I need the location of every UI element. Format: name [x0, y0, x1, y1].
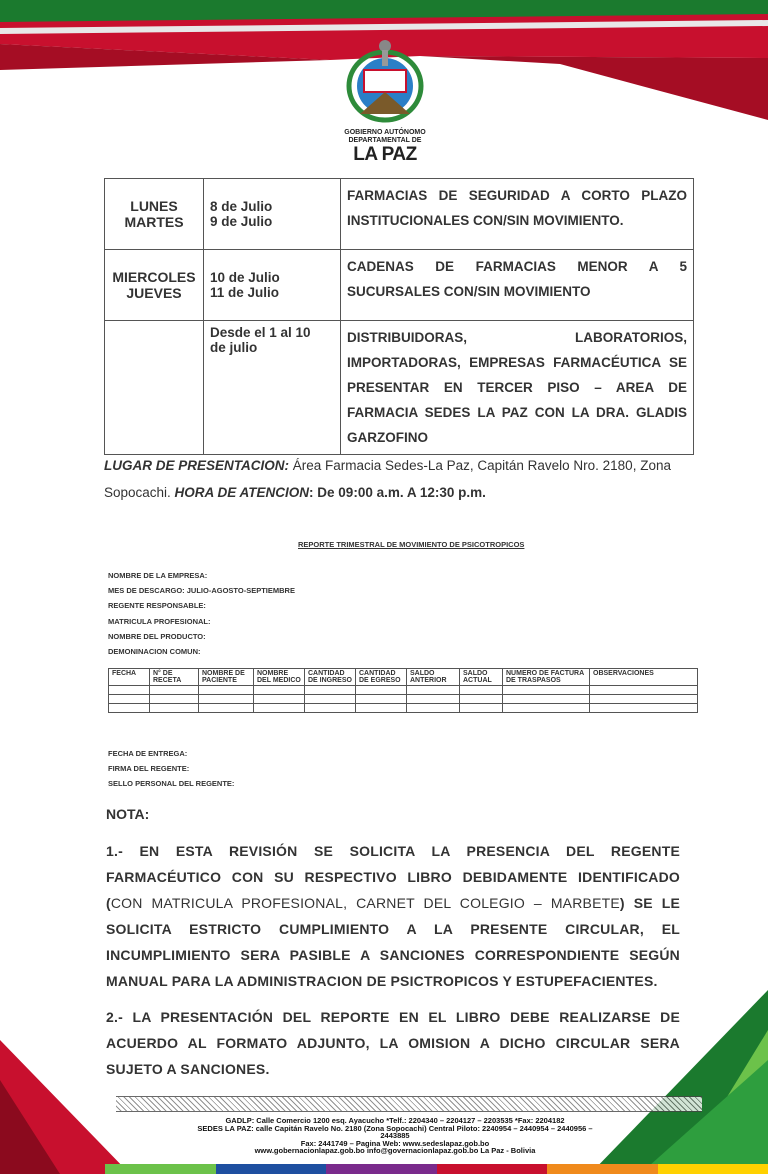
description-cell: DISTRIBUIDORAS, LABORATORIOS, IMPORTADORAS, EMPRESAS FARMACÉUTICA SE PRESENTAR EN TERCER PISO – AREA DE FARMACIA SEDES LA PAZ CON LA DRA. GLADIS GARZOFINO	[341, 321, 694, 455]
column-header: NOMBRE DE PACIENTE	[199, 669, 254, 686]
day-label: LUNES	[130, 198, 178, 214]
description-cell: FARMACIAS DE SEGURIDAD A CORTO PLAZO INSTITUCIONALES CON/SIN MOVIMIENTO.	[341, 179, 694, 250]
date-label: 8 de Julio	[210, 199, 273, 214]
date-label: Desde el 1 al 10	[210, 325, 311, 340]
logo-text-lapaz: LA PAZ	[353, 144, 417, 165]
strip-segment	[658, 1164, 768, 1174]
place-text: Área Farmacia Sedes-La Paz, Capitán Ravelo Nro. 2180, Zona Sopocachi.	[104, 458, 671, 500]
description-cell: CADENAS DE FARMACIAS MENOR A 5 SUCURSALES CON/SIN MOVIMIENTO	[341, 250, 694, 321]
strip-segment	[326, 1164, 437, 1174]
date-label: 9 de Julio	[210, 214, 273, 229]
form-footer-field: FIRMA DEL REGENTE:	[108, 764, 190, 773]
form-footer-field: FECHA DE ENTREGA:	[108, 749, 188, 758]
footer-line: SEDES LA PAZ: calle Capitán Ravelo No. 2180 (Zona Sopocachi) Central Piloto: 2240954 – 2440954 – 2440956 – 2443885	[197, 1123, 593, 1140]
note-1-part-b: CON MATRICULA PROFESIONAL, CARNET DEL COLEGIO – MARBETE	[110, 895, 620, 911]
strip-segment	[437, 1164, 548, 1174]
footer-line: GADLP: Calle Comercio 1200 esq. Ayacucho *Telf.: 2204340 – 2204127 – 2203535 *Fax: 2204182	[225, 1116, 565, 1125]
form-field: DEMONINACION COMUN:	[108, 647, 201, 657]
hours-text: : De 09:00 a.m. A 12:30 p.m.	[309, 485, 486, 500]
footer-pattern	[116, 1096, 702, 1112]
footer-line: Fax: 2441749 – Pagina Web: www.sedeslapaz.gob.bo	[300, 1138, 490, 1148]
strip-segment	[216, 1164, 327, 1174]
form-field: MATRICULA PROFESIONAL:	[108, 616, 211, 626]
date-label: 10 de Julio	[210, 270, 280, 285]
column-header: SALDO ANTERIOR	[407, 669, 460, 686]
day-label: MIERCOLES	[112, 269, 196, 285]
form-field: NOMBRE DEL PRODUCTO:	[108, 631, 206, 641]
logo-text-line2: DEPARTAMENTAL DE	[348, 137, 422, 144]
footer-line: www.gobernacionlapaz.gob.bo info@governacionlapaz.gob.bo La Paz - Bolivia	[254, 1146, 536, 1155]
column-header: NUMERO DE FACTURA DE TRASPASOS	[503, 669, 590, 686]
note-2: 2.- LA PRESENTACIÓN DEL REPORTE EN EL LIBRO DEBE REALIZARSE DE ACUERDO AL FORMATO ADJUNTO, LA OMISION A DICHO CIRCULAR SERA SUJETO A SANCIONES.	[106, 1009, 680, 1077]
strip-segment	[547, 1164, 658, 1174]
column-header: CANTIDAD DE EGRESO	[356, 669, 407, 686]
column-header: FECHA	[109, 669, 150, 686]
form-footer-field: SELLO PERSONAL DEL REGENTE:	[108, 779, 235, 788]
logo-text-line1: GOBIERNO AUTÓNOMO	[344, 129, 426, 136]
column-header: OBSERVACIONES	[590, 669, 698, 686]
note-1-part-a: 1.- EN ESTA REVISIÓN SE SOLICITA LA PRESENCIA DEL REGENTE FARMACÉUTICO CON SU RESPECTIVO LIBRO DEBIDAMENTE IDENTIFICADO (	[106, 843, 680, 911]
date-label: 11 de Julio	[210, 285, 280, 300]
place-label: LUGAR DE PRESENTACION:	[104, 458, 290, 473]
form-field: NOMBRE DE LA EMPRESA:	[108, 571, 208, 580]
color-strip	[105, 1164, 768, 1174]
footer-contact	[190, 1117, 600, 1155]
date-label: de julio	[210, 340, 258, 355]
form-field: REGENTE RESPONSABLE:	[108, 601, 206, 611]
day-label: MARTES	[124, 214, 184, 230]
strip-segment	[105, 1164, 216, 1174]
form-title: REPORTE TRIMESTRAL DE MOVIMIENTO DE PSICOTROPICOS	[298, 540, 525, 549]
column-header: NOMBRE DEL MEDICO	[254, 669, 305, 686]
note-1-part-c: ) SE LE SOLICITA ESTRICTO CUMPLIMIENTO A LA PRESENTE CIRCULAR, EL INCUMPLIMIENTO SERA PASIBLE A SANCIONES CORRESPONDIENTE SEGÚN MANUAL PARA LA ADMINISTRACION DE PSICTROPICOS Y ESTUPEFACIENTES.	[106, 895, 680, 989]
form-field: MES DE DESCARGO: JULIO-AGOSTO-SEPTIEMBRE	[108, 586, 295, 596]
column-header: CANTIDAD DE INGRESO	[305, 669, 356, 686]
column-header: N° DE RECETA	[150, 669, 199, 686]
hours-label: HORA DE ATENCION	[174, 485, 310, 500]
nota-title: NOTA:	[106, 806, 150, 822]
day-label: JUEVES	[126, 285, 182, 301]
column-header: SALDO ACTUAL	[460, 669, 503, 686]
